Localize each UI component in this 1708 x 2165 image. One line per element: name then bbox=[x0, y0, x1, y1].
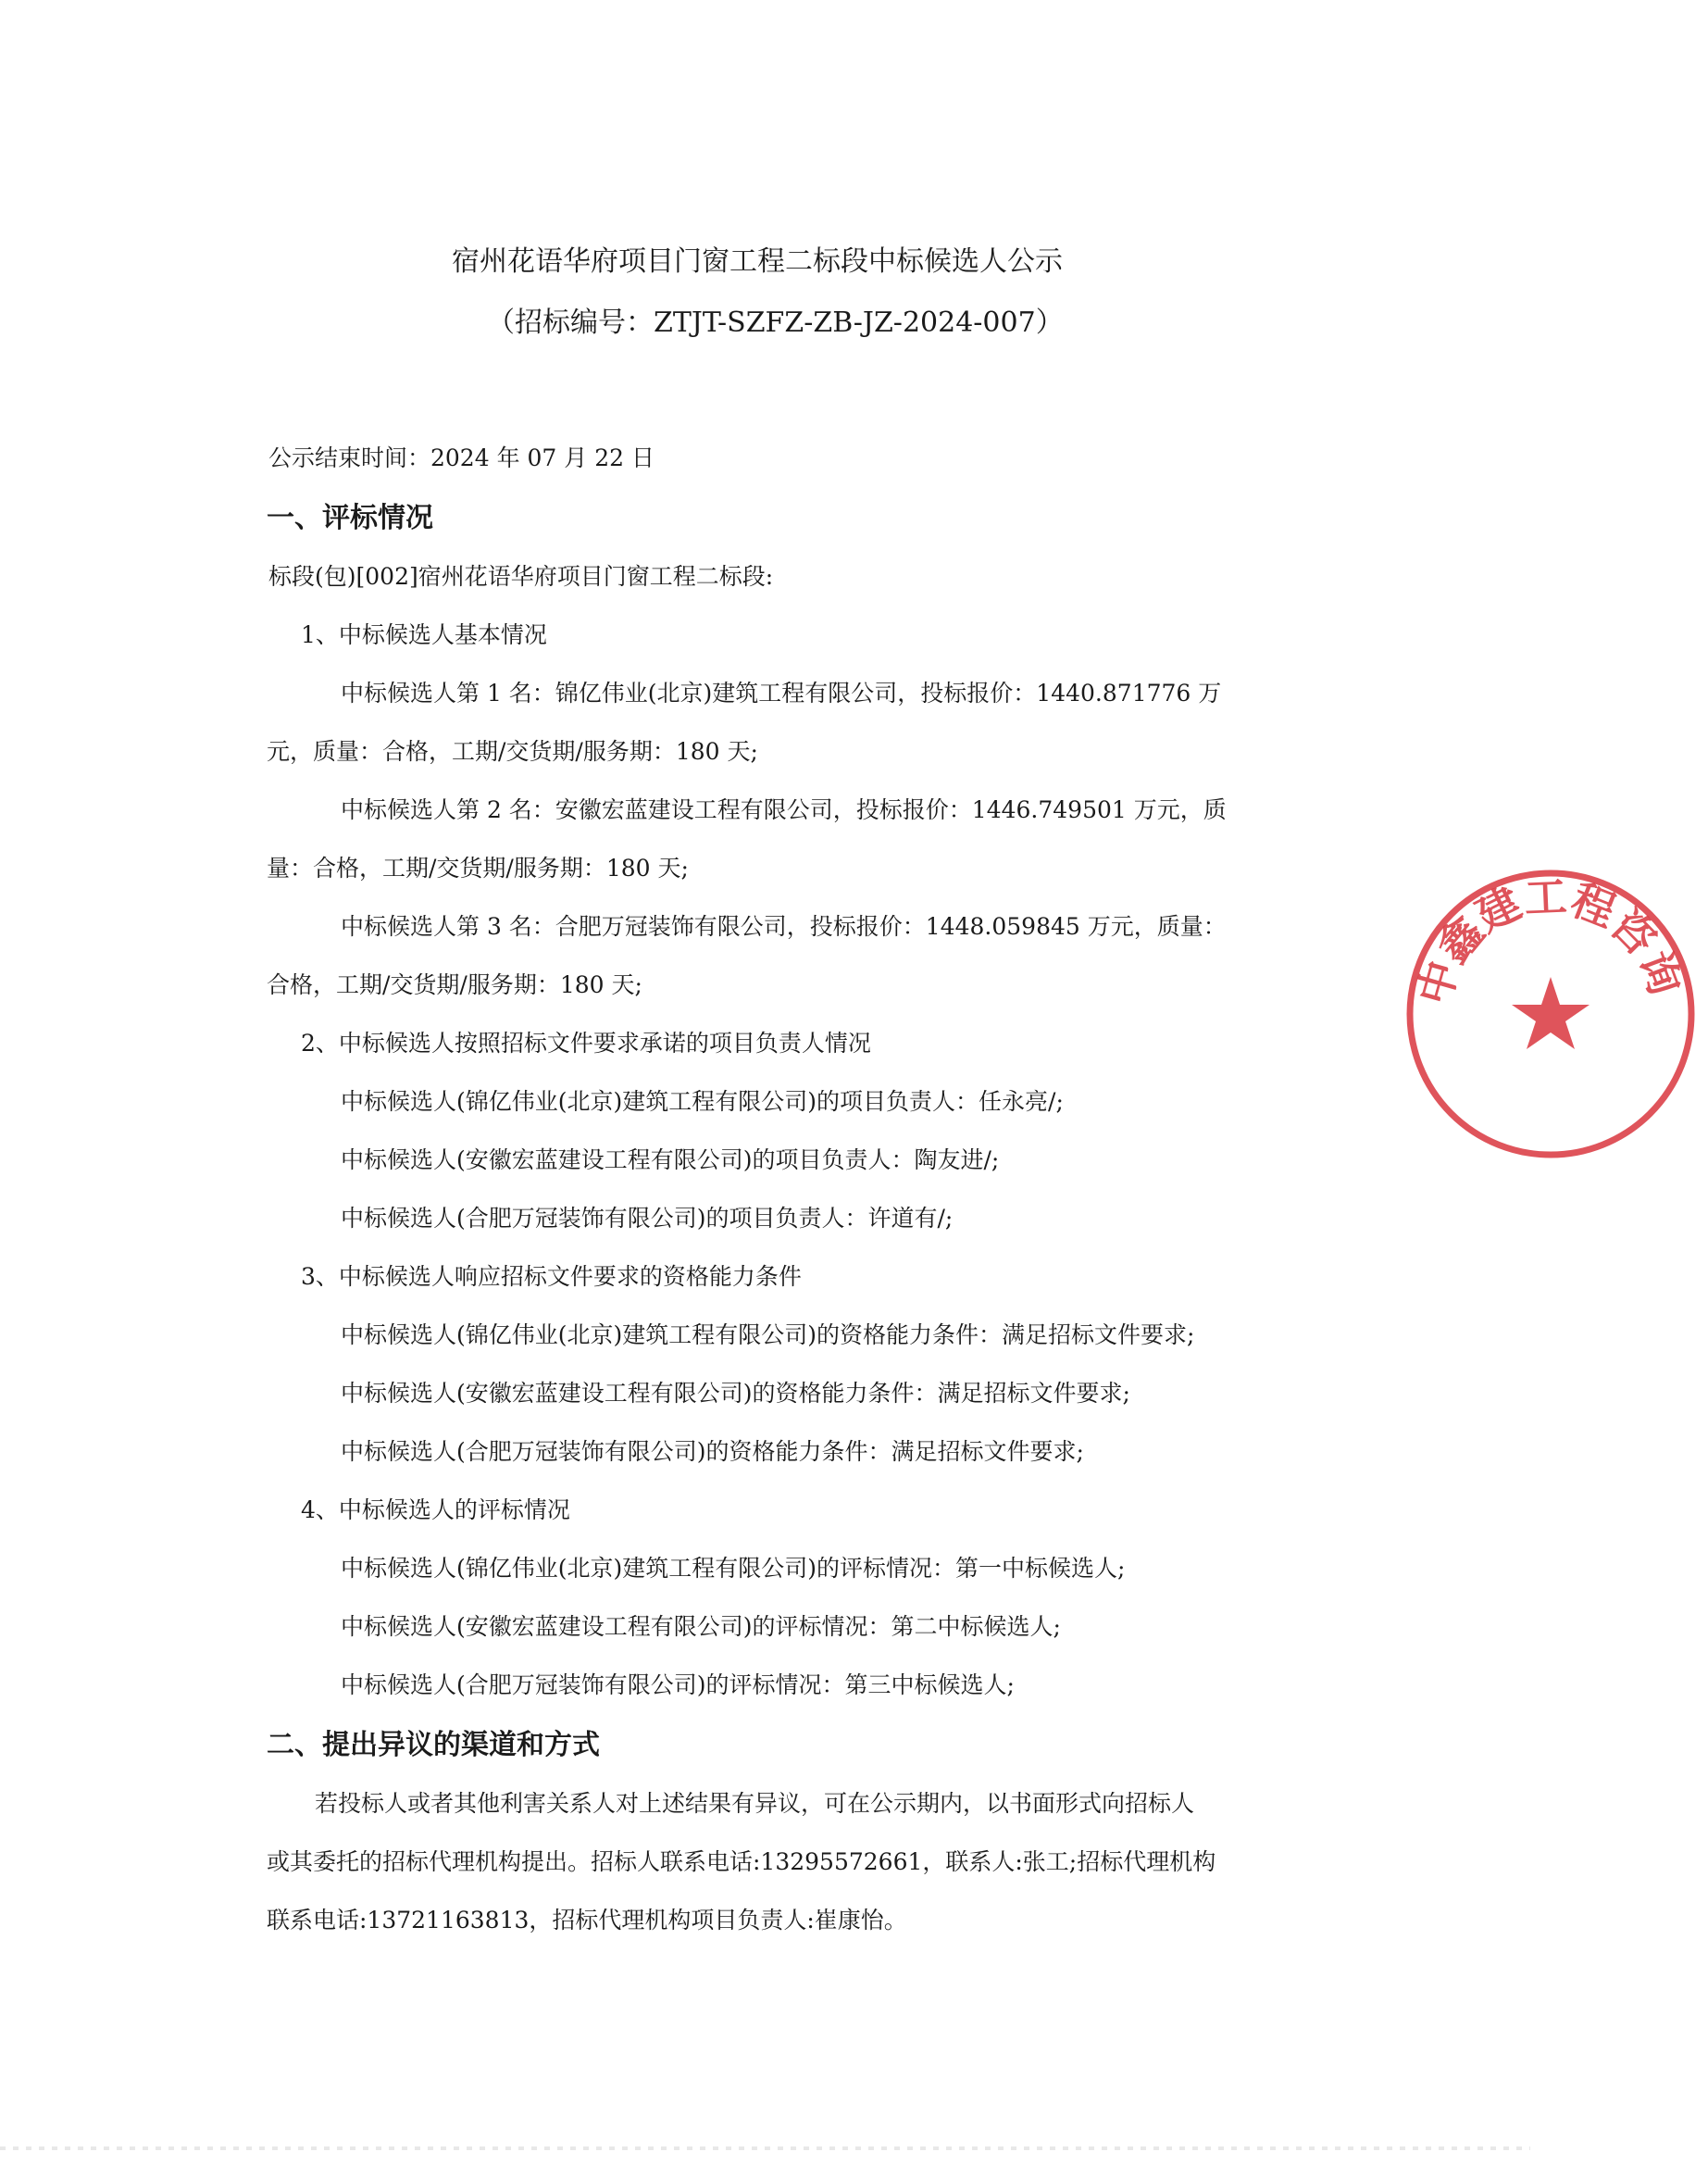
section-heading-objection: 二、提出异议的渠道和方式 bbox=[267, 1729, 600, 1761]
candidate-2-line-2: 量：合格，工期/交货期/服务期：180 天; bbox=[267, 855, 689, 882]
candidate-1-line-1: 中标候选人第 1 名：锦亿伟业(北京)建筑工程有限公司，投标报价：1440.871776 万 bbox=[341, 680, 1222, 707]
document-title: 宿州花语华府项目门窗工程二标段中标候选人公示 bbox=[452, 245, 1063, 278]
subheading-basic-info: 1、中标候选人基本情况 bbox=[301, 621, 547, 648]
candidate-2-line-1: 中标候选人第 2 名：安徽宏蓝建设工程有限公司，投标报价：1446.749501 万元，质 bbox=[341, 796, 1227, 823]
objection-paragraph-line-3: 联系电话:13721163813，招标代理机构项目负责人:崔康怡。 bbox=[267, 1907, 907, 1933]
evaluation-result-3: 中标候选人(合肥万冠装饰有限公司)的评标情况：第三中标候选人; bbox=[341, 1671, 1015, 1698]
seal-text: 中鑫建工程咨询 bbox=[1408, 871, 1691, 1010]
subheading-qualification: 3、中标候选人响应招标文件要求的资格能力条件 bbox=[301, 1263, 802, 1290]
project-leader-1: 中标候选人(锦亿伟业(北京)建筑工程有限公司)的项目负责人：任永亮/; bbox=[341, 1088, 1064, 1115]
publicity-end-time: 公示结束时间：2024 年 07 月 22 日 bbox=[268, 444, 655, 471]
candidate-1-line-2: 元，质量：合格，工期/交货期/服务期：180 天; bbox=[267, 738, 758, 765]
objection-paragraph-line-2: 或其委托的招标代理机构提出。招标人联系电话:13295572661，联系人:张工;招标代理机构 bbox=[267, 1848, 1216, 1875]
section-heading-evaluation: 一、评标情况 bbox=[267, 502, 433, 534]
qualification-3: 中标候选人(合肥万冠装饰有限公司)的资格能力条件：满足招标文件要求; bbox=[341, 1438, 1084, 1465]
evaluation-result-2: 中标候选人(安徽宏蓝建设工程有限公司)的评标情况：第二中标候选人; bbox=[341, 1613, 1061, 1640]
company-seal-stamp bbox=[1393, 857, 1708, 1171]
evaluation-result-1: 中标候选人(锦亿伟业(北京)建筑工程有限公司)的评标情况：第一中标候选人; bbox=[341, 1555, 1126, 1582]
qualification-2: 中标候选人(安徽宏蓝建设工程有限公司)的资格能力条件：满足招标文件要求; bbox=[341, 1380, 1130, 1407]
candidate-3-line-2: 合格，工期/交货期/服务期：180 天; bbox=[267, 971, 642, 998]
seal-star-icon bbox=[1512, 977, 1590, 1049]
project-leader-2: 中标候选人(安徽宏蓝建设工程有限公司)的项目负责人：陶友进/; bbox=[341, 1146, 1000, 1173]
subheading-project-leader: 2、中标候选人按照招标文件要求承诺的项目负责人情况 bbox=[301, 1030, 871, 1057]
subheading-evaluation-result: 4、中标候选人的评标情况 bbox=[301, 1496, 570, 1523]
tender-code: （招标编号：ZTJT-SZFZ-ZB-JZ-2024-007） bbox=[487, 307, 1064, 339]
package-label: 标段(包)[002]宿州花语华府项目门窗工程二标段: bbox=[268, 563, 774, 590]
candidate-3-line-1: 中标候选人第 3 名：合肥万冠装饰有限公司，投标报价：1448.059845 万元，质量： bbox=[341, 913, 1227, 940]
qualification-1: 中标候选人(锦亿伟业(北京)建筑工程有限公司)的资格能力条件：满足招标文件要求; bbox=[341, 1321, 1195, 1348]
project-leader-3: 中标候选人(合肥万冠装饰有限公司)的项目负责人：许道有/; bbox=[341, 1205, 954, 1232]
scan-noise-edge bbox=[0, 2146, 1530, 2150]
objection-paragraph-line-1: 若投标人或者其他利害关系人对上述结果有异议，可在公示期内，以书面形式向招标人 bbox=[315, 1790, 1195, 1817]
